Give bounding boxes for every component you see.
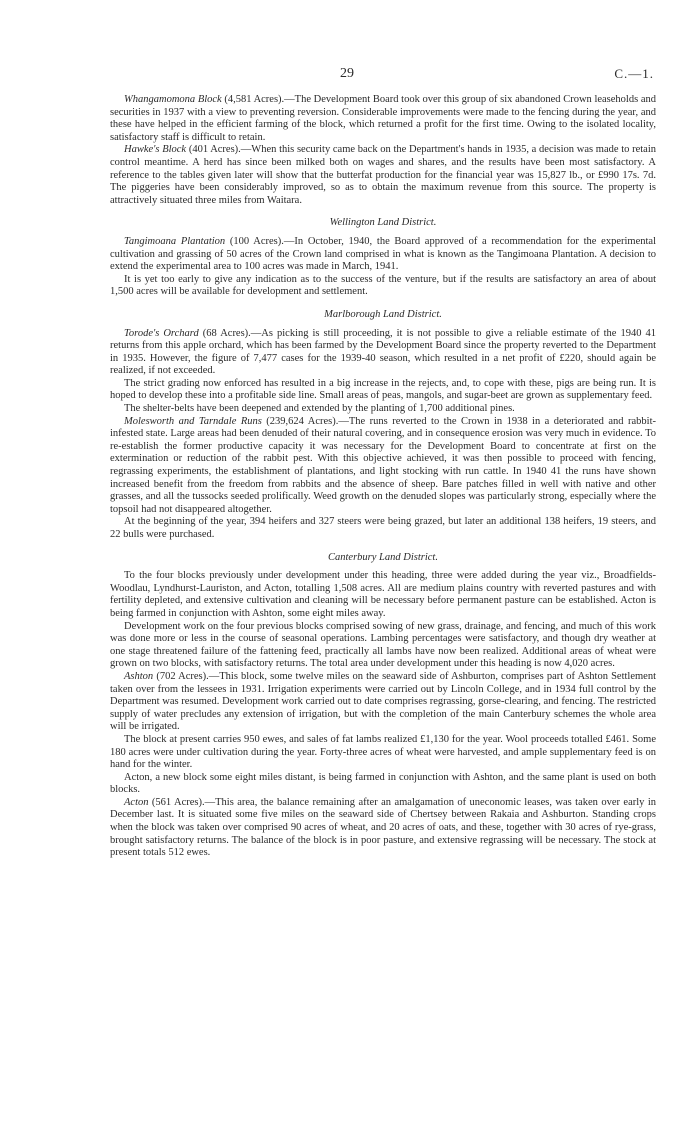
page-header xyxy=(0,66,700,80)
paragraph-text: It is yet too early to give any indication as to the success of the venture, but if the results are satisfactory an area of about 1,500 acres will be available for development and settlement. xyxy=(110,273,656,298)
paragraph-text: (239,624 Acres).—The runs reverted to the Crown in 1938 in a deteriorated and rabbit-infested state. Large areas had been denuded of their natural covering, and in consequence erosion was very much in evidence. To re-establish the former productive capacity it was necessary for the Development Board to concentrate at first on the extermination or reduction of the rabbit pest. With this objective achieved, it was then possible to proceed with fencing, regrassing experiments, the establishment of plantations, and light stocking with run cattle. In 1940 41 the runs have shown increased benefit from the freedom from rabbits and the absence of sheep. Bare patches filled in well with native and other grasses, and all the tussocks seeded prolifically. Weed growth on the denuded slopes was particularly strong, especially where the topsoil had not disappeared altogether. xyxy=(110,415,656,515)
paragraph-text: The shelter-belts have been deepened and extended by the planting of 1,700 additional pines. xyxy=(124,403,515,415)
paragraph-molesworth xyxy=(110,416,656,517)
paragraph-lead: Torode's Orchard xyxy=(124,327,199,339)
section-heading-wellington: Wellington Land District. xyxy=(329,217,437,229)
paragraph-acton xyxy=(110,797,656,860)
paragraph-text: (4,581 Acres).—The Development Board took over this group of six abandoned Crown leaseholds and securities in 1937 with a view to preventing reversion. Considerable improvements were made to the fencing during the year, and these have helped in the efficient farming of the block, which returned a profit for the first time. Owing to the isolated locality, satisfactory staff is difficult to retain. xyxy=(110,94,656,143)
paragraph-text: (401 Acres).—When this security came back on the Department's hands in 1935, a decision was made to retain control meantime. A herd has since been milked both on wages and shares, and the results have been most satisfactory. A reference to the tables given later will show that the butterfat production for the financial year was 15,827 lb., or £990 17s. 7d. The piggeries have been considerably improved, so as to obtain the maximum revenue from this source. The property is attractively situated three miles from Waitara. xyxy=(110,144,657,206)
paragraph-text: (100 Acres).—In October, 1940, the Board approved of a recommendation for the experimental cultivation and grassing of 50 acres of the Crown land comprised in what is known as the Tangimoana Plantation. A decision to extend the experimental area to 100 acres was made in March, 1941. xyxy=(110,235,656,273)
paragraph-torodes xyxy=(110,328,656,378)
paragraph-text: At the beginning of the year, 394 heifers and 327 steers were being grazed, but later an additional 138 heifers, 19 steers, and 22 bulls were purchased. xyxy=(110,516,656,540)
paragraph-lead: Whangamomona Block xyxy=(124,94,222,105)
page-body xyxy=(110,94,656,860)
paragraph-whangamomona xyxy=(110,94,656,144)
paragraph-text: (561 Acres).—This area, the balance remaining after an amalgamation of uneconomic leases, was taken over early in December last. It is situated some five miles on the seaward side of Chertsey between Rakaia and Ashburton. Standing crops when the block was taken over comprised 90 acres of wheat, and 20 acres of oats, and these, together with 30 acres of rye-grass, brought satisfactory returns. The balance of the block is in poor pasture, and extensive regrassing will be necessary. The stock at present totals 512 ewes. xyxy=(110,796,656,859)
paragraph-text: The block at present carries 950 ewes, and sales of fat lambs realized £1,130 for the year. Wool proceeds totalled £461. Some 180 acres were under cultivation during the year. Forty-three acres of wheat were harvested, and ample supplementary feed is on hand for the winter. xyxy=(110,733,656,771)
paragraph-tangimoana xyxy=(110,236,656,274)
paragraph-text: Acton, a new block some eight miles distant, is being farmed in conjunction with Ashton, and the same plant is used on both blocks. xyxy=(110,771,656,796)
paragraph-text: The strict grading now enforced has resulted in a big increase in the rejects, and, to cope with these, pigs are being run. It is hoped to develop these into a profitable side line. Small areas of peas, mangols, and sugar-beet are grown as supplementary feed. xyxy=(110,377,656,402)
paragraph-lead: Hawke's Block xyxy=(124,144,187,156)
paragraph-text: (702 Acres).—This block, some twelve miles on the seaward side of Ashburton, comprises part of Ashton Settlement taken over from the lessees in 1931. Irrigation experiments were carried out by Lincoln College, and in 1934 full control by the Department was resumed. Development work carried out to date comprises regrassing, gorse-clearing, and fencing. The restricted supply of water precludes any extension of irrigation, but with the completion of the main Canterbury schemes the whole area will be irrigated. xyxy=(110,670,656,733)
paragraph-lead: Molesworth and Tarndale Runs xyxy=(124,415,262,427)
section-heading-marlborough: Marlborough Land District. xyxy=(324,308,442,320)
paragraph-lead: Tangimoana Plantation xyxy=(124,235,226,247)
paragraph-text: To the four blocks previously under development under this heading, three were added during the year viz., Broadfields-Woodlau, Lyndhurst-Lauriston, and Acton, totalling 1,508 acres. All are medium plains country with reverted pastures and with fertility depleted, and extensive cultivation and cleaning will be necessary before permanent pasture can be established. Acton is being farmed in conjunction with Ashton, some eight miles away. xyxy=(110,570,656,619)
paragraph-hawkes xyxy=(110,144,656,207)
paragraph-text: Development work on the four previous blocks comprised sowing of new grass, drainage, and fencing, and much of this work was done more or less in the course of seasonal operations. Lambing percentages were satisfactory, and though dry weather at one stage threatened failure of the fattening feed, practically all lambs have now been realized. Additional areas of wheat were grown on two blocks, with satisfactory returns. The total area under development under this heading is now 4,020 acres. xyxy=(110,620,656,670)
paragraph-lead: Acton xyxy=(124,796,149,808)
paragraph-text: (68 Acres).—As picking is still proceeding, it is not possible to give a reliable estimate of the 1940 41 returns from this apple orchard, which has been farmed by the Development Board since the property reverted to the Department in 1935. However, the figure of 7,477 cases for the 1939-40 season, which resulted in a net profit of £220, should again be realized, if not exceeded. xyxy=(110,327,657,377)
paragraph-ashton xyxy=(110,671,656,734)
paragraph-lead: Ashton xyxy=(124,670,154,682)
document-reference: C.—1. xyxy=(614,66,654,81)
section-heading-canterbury: Canterbury Land District. xyxy=(328,551,438,563)
page-number: 29 xyxy=(340,66,354,81)
